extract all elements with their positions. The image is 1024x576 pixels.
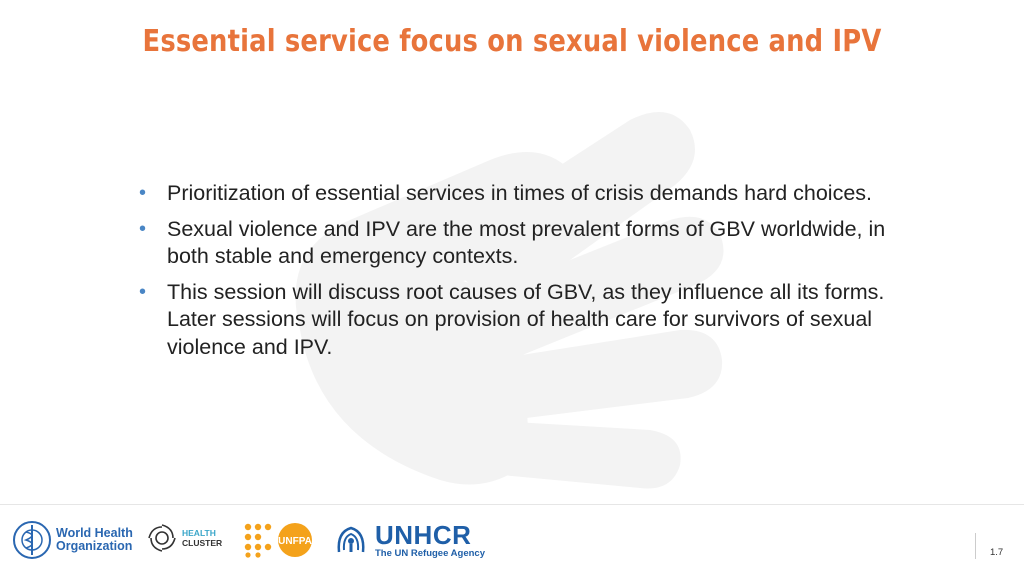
bullet-marker: • xyxy=(139,217,147,240)
unhcr-emblem-icon xyxy=(331,520,371,560)
partner-logos xyxy=(0,516,1024,568)
unhcr-wordmark: UNHCR xyxy=(375,519,472,550)
slide-title: Essential service focus on sexual violence and IPV xyxy=(142,24,882,59)
who-name-line1: World Health xyxy=(56,526,133,540)
bullet-text: Prioritization of essential services in times of crisis demands hard choices. xyxy=(167,181,873,205)
bullet-item xyxy=(138,216,898,271)
bullet-item xyxy=(138,180,898,208)
who-name-line2: Organization xyxy=(56,539,133,553)
bullet-item xyxy=(138,279,898,362)
bullet-marker: • xyxy=(139,280,147,303)
health-cluster-line2: CLUSTER xyxy=(182,538,223,548)
footer-divider xyxy=(0,504,1024,505)
unfpa-emblem-icon xyxy=(243,522,315,558)
health-cluster-logo xyxy=(146,522,222,554)
who-emblem-icon xyxy=(12,520,52,560)
unhcr-logo xyxy=(331,520,485,560)
unfpa-logo xyxy=(243,522,315,558)
unfpa-label: UNFPA xyxy=(278,536,312,547)
unhcr-tagline: The UN Refugee Agency xyxy=(375,547,485,559)
bullet-list xyxy=(138,180,898,369)
page-number-divider xyxy=(975,533,976,559)
page-number: 1.7 xyxy=(990,547,1004,558)
bullet-text: This session will discuss root causes of GBV, as they influence all its forms. Later sessions will focus on provision of health care for survivors of sexual violence and IPV. xyxy=(167,279,885,359)
health-cluster-line1: HEALTH xyxy=(182,528,216,538)
who-logo xyxy=(12,520,133,560)
bullet-marker: • xyxy=(139,182,147,204)
health-cluster-swirl-icon xyxy=(146,522,178,554)
bullet-text: Sexual violence and IPV are the most prevalent forms of GBV worldwide, in both stable and emergency contexts. xyxy=(167,216,886,268)
